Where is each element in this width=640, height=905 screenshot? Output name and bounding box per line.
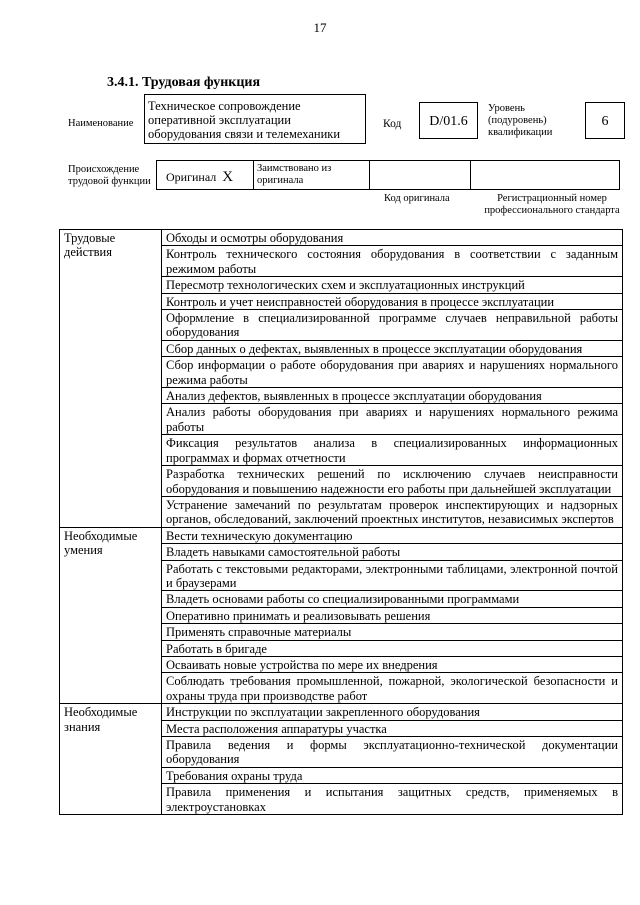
item-cell: Сбор данных о дефектах, выявленных в процессе эксплуатации оборудования (162, 340, 623, 356)
original-mark: X (222, 169, 234, 185)
code-original-cell (369, 160, 471, 190)
table-row (60, 527, 623, 543)
level-label (488, 103, 552, 139)
level-label-line2: (подуровень) (488, 115, 547, 126)
code-value: D/01.6 (419, 102, 478, 139)
item-cell: Контроль технического состояния оборудования в соответствии с заданным режимом работы (162, 246, 623, 277)
item-cell: Контроль и учет неисправностей оборудования в процессе эксплуатации (162, 293, 623, 309)
function-table (59, 229, 623, 815)
borrowed-cell (253, 160, 370, 190)
item-cell: Разработка технических решений по исключению случаев неисправности оборудования и повышению надежности его работы при дальнейшей эксплуатации (162, 466, 623, 497)
item-cell: Правила ведения и формы эксплуатационно-технической документации оборудования (162, 737, 623, 768)
reg-number-caption (478, 193, 626, 217)
item-cell: Фиксация результатов анализа в специализированных информационных программах и формах отчетности (162, 435, 623, 466)
item-cell: Сбор информации о работе оборудования при авариях и нарушениях нормального режима работы (162, 357, 623, 388)
item-cell: Оформление в специализированной программе случаев неправильной работы оборудования (162, 310, 623, 341)
origin-label (68, 164, 151, 188)
item-cell: Анализ дефектов, выявленных в процессе эксплуатации оборудования (162, 388, 623, 404)
item-cell: Соблюдать требования промышленной, пожарной, экологической безопасности и охраны труда при производстве работ (162, 673, 623, 704)
item-cell: Требования охраны труда (162, 767, 623, 783)
code-original-caption: Код оригинала (384, 193, 450, 204)
origin-row (157, 160, 623, 190)
item-cell: Работать в бригаде (162, 640, 623, 656)
item-cell: Пересмотр технологических схем и эксплуатационных инструкций (162, 277, 623, 293)
function-name: Техническое сопровождение оперативной эксплуатации оборудования связи и телемеханики (144, 94, 366, 144)
item-cell: Места расположения аппаратуры участка (162, 720, 623, 736)
reg-caption-line2: профессионального стандарта (484, 205, 620, 216)
item-cell: Вести техническую документацию (162, 527, 623, 543)
reg-number-cell (470, 160, 620, 190)
original-cell (156, 160, 254, 190)
item-cell: Владеть основами работы со специализированными программами (162, 591, 623, 607)
borrowed-line2: оригинала (257, 175, 304, 186)
item-cell: Обходы и осмотры оборудования (162, 230, 623, 246)
item-cell: Оперативно принимать и реализовывать решения (162, 607, 623, 623)
item-cell: Инструкции по эксплуатации закрепленного оборудования (162, 704, 623, 720)
borrowed-line1: Заимствовано из (257, 163, 332, 174)
item-cell: Анализ работы оборудования при авариях и нарушениях нормального режима работы (162, 404, 623, 435)
code-label: Код (383, 118, 402, 130)
level-value: 6 (585, 102, 625, 139)
name-label: Наименование (68, 118, 134, 129)
category-cell: Необходимые умения (60, 527, 162, 703)
origin-label-line2: трудовой функции (68, 176, 151, 187)
item-cell: Работать с текстовыми редакторами, электронными таблицами, электронной почтой и браузерами (162, 560, 623, 591)
item-cell: Применять справочные материалы (162, 624, 623, 640)
item-cell: Осваивать новые устройства по мере их внедрения (162, 656, 623, 672)
item-cell: Владеть навыками самостоятельной работы (162, 544, 623, 560)
table-row (60, 230, 623, 246)
origin-label-line1: Происхождение (68, 164, 140, 175)
reg-caption-line1: Регистрационный номер (497, 193, 607, 204)
category-cell: Трудовые действия (60, 230, 162, 528)
category-cell: Необходимые знания (60, 704, 162, 815)
level-label-line1: Уровень (488, 103, 525, 114)
item-cell: Устранение замечаний по результатам проверок инспектирующих и надзорных органов, обследований, заключений проектных институтов, независимых экспертов (162, 496, 623, 527)
item-cell: Правила применения и испытания защитных средств, применяемых в электроустановках (162, 784, 623, 815)
original-label: Оригинал (166, 170, 217, 184)
section-title: 3.4.1. Трудовая функция (107, 75, 261, 90)
table-row (60, 704, 623, 720)
page-number: 17 (313, 20, 327, 35)
level-label-line3: квалификации (488, 127, 553, 138)
